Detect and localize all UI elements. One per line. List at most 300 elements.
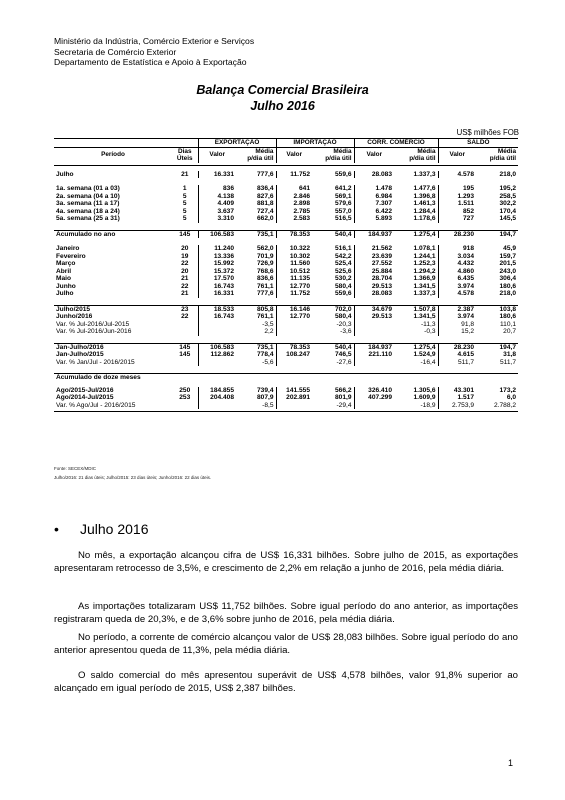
header-media-line2: p/dia útil — [409, 155, 436, 162]
table-header-row — [54, 147, 518, 163]
table-cell: 11.240 — [198, 245, 236, 253]
table-cell: 21 — [181, 170, 189, 178]
table-cell: -11,3 — [420, 320, 436, 328]
header-exportacao: EXPORTAÇÃO — [198, 139, 276, 148]
table-cell — [172, 359, 198, 367]
table-cell: 562,0 — [256, 245, 274, 252]
row-label: 2a. semana (04 a 10) — [56, 192, 120, 200]
document-subtitle: Julho 2016 — [250, 99, 315, 113]
table-cell: 11.752 — [276, 290, 312, 298]
table-cell: 145 — [179, 351, 191, 358]
table-cell: 735,1 — [236, 343, 276, 351]
trade-balance-table — [54, 138, 518, 412]
header-valor: Valor — [276, 147, 312, 163]
table-cell: 559,6 — [335, 290, 352, 297]
row-label: Julho/2015 — [54, 305, 172, 313]
table-cell: 22 — [181, 313, 189, 320]
table-cell: 28.230 — [438, 343, 476, 351]
table-cell: 580,4 — [335, 282, 352, 290]
table-cell: 727 — [438, 215, 476, 223]
table-cell: -0,3 — [424, 328, 436, 335]
table-cell — [172, 402, 198, 410]
table-cell: 701,9 — [256, 252, 274, 260]
table-cell — [198, 328, 236, 336]
table-cell: 28.083 — [354, 290, 394, 298]
paragraph-saldo — [54, 669, 518, 695]
table-cell: 12.770 — [276, 313, 312, 321]
row-label: Junho — [56, 282, 76, 290]
table-row — [54, 305, 518, 313]
table-row — [54, 343, 518, 351]
row-label: Julho — [56, 170, 74, 178]
table-cell: 15.372 — [198, 268, 236, 276]
table-cell: 21 — [181, 275, 189, 282]
table-cell: 243,0 — [499, 267, 517, 275]
table-cell: 22 — [181, 282, 189, 290]
table-unit: US$ milhões FOB — [456, 128, 519, 137]
table-cell: 28.083 — [354, 171, 394, 179]
row-label: Abril — [56, 267, 72, 275]
table-cell: -29,4 — [336, 401, 352, 409]
table-cell: -8,5 — [262, 401, 274, 409]
table-cell: 557,0 — [335, 207, 352, 215]
table-cell: 326.410 — [354, 387, 394, 395]
table-cell: 4.409 — [198, 200, 236, 208]
table-cell — [354, 359, 394, 367]
table-cell: 184.937 — [354, 230, 394, 238]
table-cell: 45,9 — [503, 245, 517, 252]
table-cell: 702,0 — [312, 305, 354, 313]
table-row — [54, 253, 518, 261]
table-cell: 1.294,2 — [413, 267, 436, 275]
table-cell — [172, 328, 198, 336]
table-cell: 6.422 — [354, 208, 394, 216]
table-row — [54, 185, 518, 193]
table-cell: 4.860 — [438, 268, 476, 276]
table-cell: -18,9 — [420, 401, 436, 409]
header-importacao: IMPORTAÇÃO — [276, 139, 354, 148]
table-cell: 805,8 — [236, 305, 276, 313]
table-cell: 2.788,2 — [494, 401, 517, 409]
table-cell: 3.034 — [438, 253, 476, 261]
table-cell: 516,5 — [335, 215, 352, 222]
table-cell: 13.336 — [198, 253, 236, 261]
table-cell: 145,5 — [499, 215, 517, 222]
row-label: 5a. semana (25 a 31) — [56, 215, 120, 222]
table-cell — [198, 359, 236, 367]
table-cell: 195 — [438, 185, 476, 193]
table-cell: 1.517 — [438, 394, 476, 402]
table-cell: 25.884 — [354, 268, 394, 276]
table-cell: 141.555 — [276, 387, 312, 395]
table-cell: 28.704 — [354, 275, 394, 283]
table-cell: 662,0 — [256, 215, 274, 222]
table-cell: 540,4 — [312, 230, 354, 238]
table-cell: 579,6 — [335, 200, 352, 207]
table-cell — [276, 328, 312, 336]
header-periodo: Período — [101, 151, 125, 159]
header-saldo: SALDO — [438, 139, 518, 148]
header-media — [394, 147, 438, 163]
section-heading — [54, 521, 149, 537]
row-label: Var. % Jul-2016/Jun-2016 — [56, 328, 132, 335]
table-cell: 16.331 — [198, 171, 236, 179]
table-cell: 106.583 — [198, 343, 236, 351]
table-cell: 801,9 — [335, 394, 352, 401]
table-cell — [354, 321, 394, 329]
table-cell: 250 — [179, 386, 191, 394]
table-cell: 28.230 — [438, 230, 476, 238]
header-valor: Valor — [438, 147, 476, 163]
table-cell: 1.478 — [354, 185, 394, 193]
table-cell — [354, 402, 394, 410]
paragraph-corrente-text: No período, a corrente de comércio alcançou valor de US$ 28,083 bilhões. Sobre igual período do ano anterior apresentou queda de 11,3%, pela média diária. — [54, 632, 518, 656]
table-cell: 2.898 — [276, 200, 312, 208]
table-cell: 15.992 — [198, 260, 236, 268]
section-heading-text: Julho 2016 — [80, 521, 149, 537]
row-label: Ago/2014-Jul/2015 — [56, 394, 114, 401]
table-row — [54, 359, 518, 367]
table-cell: 1.252,3 — [413, 260, 436, 267]
table-cell: 5.893 — [354, 215, 394, 223]
table-note: Julho/2016: 21 dias úteis; Julho/2015: 23 dias úteis; Junho/2016: 22 dias úteis. — [54, 475, 212, 480]
table-cell: 258,5 — [499, 192, 517, 200]
table-cell: 11.135 — [276, 275, 312, 283]
paragraph-exportacao — [54, 549, 518, 575]
paragraph-saldo-text: O saldo comercial do mês apresentou superávit de US$ 4,578 bilhões, valor 91,8% superior ao alcançado em igual período de 2015, US$ 2,387 bilhões. — [54, 670, 518, 694]
table-cell: 739,4 — [256, 386, 274, 394]
table-cell: 1.461,3 — [413, 200, 436, 207]
table-cell: 1.477,6 — [413, 185, 436, 192]
row-label: Acumulado no ano — [54, 230, 172, 238]
table-cell: 4.578 — [438, 171, 476, 179]
table-cell: 180,6 — [499, 313, 517, 320]
header-media-line1: Média — [417, 147, 436, 155]
table-cell — [198, 321, 236, 329]
table-cell: 2.846 — [276, 193, 312, 201]
table-cell — [276, 321, 312, 329]
table-row — [54, 268, 518, 276]
row-label: 4a. semana (18 a 24) — [56, 207, 120, 215]
table-cell: 20,7 — [503, 328, 517, 335]
table-cell: 20 — [181, 245, 189, 252]
table-cell: 569,1 — [335, 192, 352, 200]
table-cell: 194,7 — [476, 230, 518, 238]
table-row — [54, 290, 518, 298]
ministry-name: Ministério da Indústria, Comércio Exterior e Serviços — [54, 36, 255, 46]
table-cell: 5 — [182, 207, 187, 215]
header-media-line1: Média — [255, 147, 274, 155]
header-dias — [172, 147, 198, 163]
table-row — [54, 260, 518, 268]
table-cell: 1.284,4 — [413, 207, 436, 215]
table-row — [54, 321, 518, 329]
table-cell: 18.533 — [198, 305, 236, 313]
table-cell: 4.138 — [198, 193, 236, 201]
table-cell: 11.752 — [276, 171, 312, 179]
row-label: Fevereiro — [56, 252, 86, 260]
table-cell: 836 — [198, 185, 236, 193]
table-cell: 1.341,5 — [413, 282, 436, 290]
header-media-line2: p/dia útil — [325, 155, 352, 162]
table-cell: 530,2 — [335, 275, 352, 282]
header-media-line1: Média — [497, 147, 517, 155]
table-cell: 16.743 — [198, 313, 236, 321]
table-cell: 184.937 — [354, 343, 394, 351]
table-cell: 2.753,9 — [438, 402, 476, 410]
row-label: Var. % Ago/Jul - 2016/2015 — [56, 401, 136, 409]
table-cell: 761,1 — [256, 313, 274, 320]
row-label: 1a. semana (01 a 03) — [56, 185, 120, 192]
table-cell: 1.396,8 — [413, 192, 436, 200]
row-label: Março — [56, 260, 76, 267]
table-cell: 3.974 — [438, 313, 476, 321]
table-cell: 4.432 — [438, 260, 476, 268]
table-cell: 159,7 — [499, 252, 517, 260]
table-row — [54, 230, 518, 238]
table-cell — [276, 402, 312, 410]
header-media — [236, 147, 276, 163]
ministry-header — [54, 36, 254, 68]
table-cell: 777,6 — [256, 170, 274, 178]
header-valor: Valor — [198, 147, 236, 163]
table-cell: 511,7 — [500, 358, 517, 366]
table-cell: 5 — [182, 192, 187, 200]
table-row — [54, 245, 518, 253]
table-cell: 2,2 — [264, 328, 274, 335]
row-label: Jan-Julho/2016 — [54, 343, 172, 351]
table-row — [54, 200, 518, 208]
table-row — [54, 351, 518, 359]
table-cell: 20 — [181, 267, 189, 275]
table-cell: -20,3 — [336, 320, 352, 328]
table-cell: 221.110 — [354, 351, 394, 359]
table-cell: 580,4 — [335, 313, 352, 320]
table-body — [54, 165, 518, 412]
table-cell — [354, 328, 394, 336]
table-cell: 3.637 — [198, 208, 236, 216]
table-cell: -27,6 — [336, 358, 352, 366]
table-cell: 4.615 — [438, 351, 476, 359]
table-cell: 201,5 — [499, 260, 517, 267]
row-label: Var. % Jan/Jul - 2016/2015 — [56, 358, 135, 366]
table-cell: 559,6 — [335, 170, 352, 178]
table-cell: 1.524,9 — [413, 351, 436, 358]
section-label: Acumulado de doze meses — [54, 374, 518, 382]
table-cell: 29.513 — [354, 313, 394, 321]
table-cell: 778,4 — [256, 351, 274, 358]
table-cell: 726,9 — [256, 260, 274, 267]
table-cell: 407.299 — [354, 394, 394, 402]
paragraph-importacao — [54, 600, 518, 626]
table-cell: 145 — [172, 343, 198, 351]
table-cell: 1 — [182, 185, 187, 192]
paragraph-importacao-text: As importações totalizaram US$ 11,752 bilhões. Sobre igual período do ano anterior, as importações registraram queda de 20,3%, e de 3,6% sobre junho de 2016, pela média diária. — [54, 601, 518, 625]
header-dias-line1: Dias — [178, 147, 192, 155]
table-cell: 202.891 — [276, 394, 312, 402]
table-cell: 1.609,9 — [413, 394, 436, 401]
row-label: Ago/2015-Jul/2016 — [56, 386, 114, 394]
table-row — [54, 275, 518, 283]
table-cell: 27.552 — [354, 260, 394, 268]
table-cell: 10.302 — [276, 253, 312, 261]
table-cell: 7.307 — [354, 200, 394, 208]
table-cell: 302,2 — [499, 200, 517, 207]
row-label: Maio — [56, 275, 72, 282]
table-cell: 306,4 — [499, 275, 517, 282]
table-cell: 918 — [438, 245, 476, 253]
table-row — [54, 171, 518, 179]
table-cell: 641,2 — [335, 185, 352, 192]
table-header-group-row — [54, 139, 518, 148]
table-cell: 2.583 — [276, 215, 312, 223]
table-cell: 23.639 — [354, 253, 394, 261]
table-cell: 16.146 — [276, 305, 312, 313]
table-row — [54, 193, 518, 201]
table-cell: 525,6 — [335, 267, 352, 275]
table-cell: -5,6 — [262, 358, 274, 366]
table-cell: 1.293 — [438, 193, 476, 201]
table-cell: 78.353 — [276, 230, 312, 238]
table-cell: 881,8 — [256, 200, 274, 207]
row-label: 3a. semana (11 a 17) — [56, 200, 120, 207]
table-cell: 1.305,6 — [413, 386, 436, 394]
table-cell: 10.322 — [276, 245, 312, 253]
table-cell: 1.244,1 — [413, 252, 436, 260]
secretariat-name: Secretaria de Comércio Exterior — [54, 46, 177, 57]
table-cell: 103,8 — [476, 305, 518, 313]
table-cell: -3,6 — [340, 328, 352, 335]
table-cell: 807,9 — [256, 394, 274, 401]
table-cell: 6.435 — [438, 275, 476, 283]
table-cell: 15,2 — [438, 328, 476, 336]
header-media — [476, 147, 518, 163]
table-row — [54, 208, 518, 216]
table-cell: 777,6 — [256, 290, 274, 297]
page-number: 1 — [507, 758, 513, 768]
document-title: Balança Comercial Brasileira — [196, 83, 369, 97]
table-cell — [276, 359, 312, 367]
table-cell: 3.974 — [438, 283, 476, 291]
header-media — [312, 147, 354, 163]
table-cell: 1.337,3 — [413, 290, 436, 297]
table-cell: 768,6 — [256, 267, 274, 275]
table-row — [54, 394, 518, 402]
department-name: Departamento de Estatística e Apoio à Exportação — [54, 57, 247, 68]
row-label: Julho — [56, 290, 74, 297]
row-label: Var. % Jul-2016/Jul-2015 — [56, 320, 130, 328]
table-cell: 542,2 — [335, 252, 352, 260]
table-cell: 170,4 — [499, 207, 517, 215]
table-cell: 1.337,3 — [413, 170, 436, 178]
table-cell: 1.511 — [438, 200, 476, 208]
table-cell: 641 — [276, 185, 312, 193]
table-cell: 16.331 — [198, 290, 236, 298]
table-cell: 23 — [172, 305, 198, 313]
table-cell: 1.178,6 — [413, 215, 436, 222]
table-cell: 21.562 — [354, 245, 394, 253]
table-cell: 29.513 — [354, 283, 394, 291]
row-label: Janeiro — [56, 245, 80, 252]
table-cell: 91,8 — [438, 321, 476, 329]
table-cell: 1.275,4 — [394, 343, 438, 351]
table-row — [54, 328, 518, 336]
table-cell: 78.353 — [276, 343, 312, 351]
table-cell: 525,4 — [335, 260, 352, 267]
bullet-icon: • — [54, 521, 59, 537]
table-source: Fonte: SECEX/MDIC — [54, 466, 97, 471]
table-cell — [198, 402, 236, 410]
table-cell: -16,4 — [420, 358, 436, 366]
table-cell: 31,8 — [503, 351, 517, 358]
table-cell: 6,0 — [506, 394, 517, 401]
table-cell: 34.679 — [354, 305, 394, 313]
header-media-line1: Média — [333, 147, 352, 155]
table-row — [54, 283, 518, 291]
table-cell: 836,4 — [256, 185, 274, 192]
table-cell: 17.570 — [198, 275, 236, 283]
table-cell: 253 — [179, 394, 191, 401]
table-cell: 184.855 — [198, 387, 236, 395]
table-cell: 19 — [181, 252, 189, 260]
header-dias-line2: Úteis — [176, 155, 193, 162]
table-cell: 5 — [182, 200, 187, 207]
table-cell: 761,1 — [256, 282, 274, 290]
table-cell: 218,0 — [499, 170, 517, 178]
table-cell: 540,4 — [312, 343, 354, 351]
row-label: Jan-Julho/2015 — [56, 351, 104, 358]
header-corrente: CORR. COMÉRCIO — [354, 139, 438, 148]
table-cell: 5 — [182, 215, 187, 222]
table-cell: 2.785 — [276, 208, 312, 216]
table-cell: 112.862 — [198, 351, 236, 359]
table-cell: 852 — [438, 208, 476, 216]
table-cell: 108.247 — [276, 351, 312, 359]
table-cell: 4.578 — [438, 290, 476, 298]
table-cell: 21 — [181, 290, 189, 297]
header-media-line2: p/dia útil — [247, 155, 274, 162]
table-cell: 516,1 — [335, 245, 352, 252]
paragraph-exportacao-text: No mês, a exportação alcançou cifra de US$ 16,331 bilhões. Sobre julho de 2015, as exportações apresentaram retrocesso de 3,5%, e crescimento de 2,2% em relação a junho de 2016, pela média diária. — [54, 550, 518, 574]
table-cell: 110,1 — [500, 320, 517, 328]
paragraph-corrente — [54, 631, 518, 657]
table-cell: 727,4 — [256, 207, 274, 215]
table-cell: 3.310 — [198, 215, 236, 223]
table-row — [54, 387, 518, 395]
table-cell: 12.770 — [276, 283, 312, 291]
table-cell: 1.366,9 — [413, 275, 436, 282]
table-cell: 204.408 — [198, 394, 236, 402]
table-cell: 746,5 — [335, 351, 352, 358]
table-cell: 180,6 — [499, 282, 517, 290]
header-media-line2: p/dia útil — [489, 155, 517, 162]
table-cell: 218,0 — [499, 290, 517, 297]
table-cell: 1.275,4 — [394, 230, 438, 238]
table-cell: 735,1 — [236, 230, 276, 238]
table-cell: 106.583 — [198, 230, 236, 238]
table-cell: 836,6 — [256, 275, 274, 282]
table-row — [54, 215, 518, 223]
table-cell: 6.984 — [354, 193, 394, 201]
table-cell: 194,7 — [476, 343, 518, 351]
table-cell: 195,2 — [499, 185, 517, 192]
table-cell: 22 — [181, 260, 189, 267]
table-cell: 43.301 — [438, 387, 476, 395]
table-cell: 827,6 — [256, 192, 274, 200]
header-valor: Valor — [354, 147, 394, 163]
table-cell: 11.560 — [276, 260, 312, 268]
row-label: Junho/2016 — [56, 313, 93, 320]
